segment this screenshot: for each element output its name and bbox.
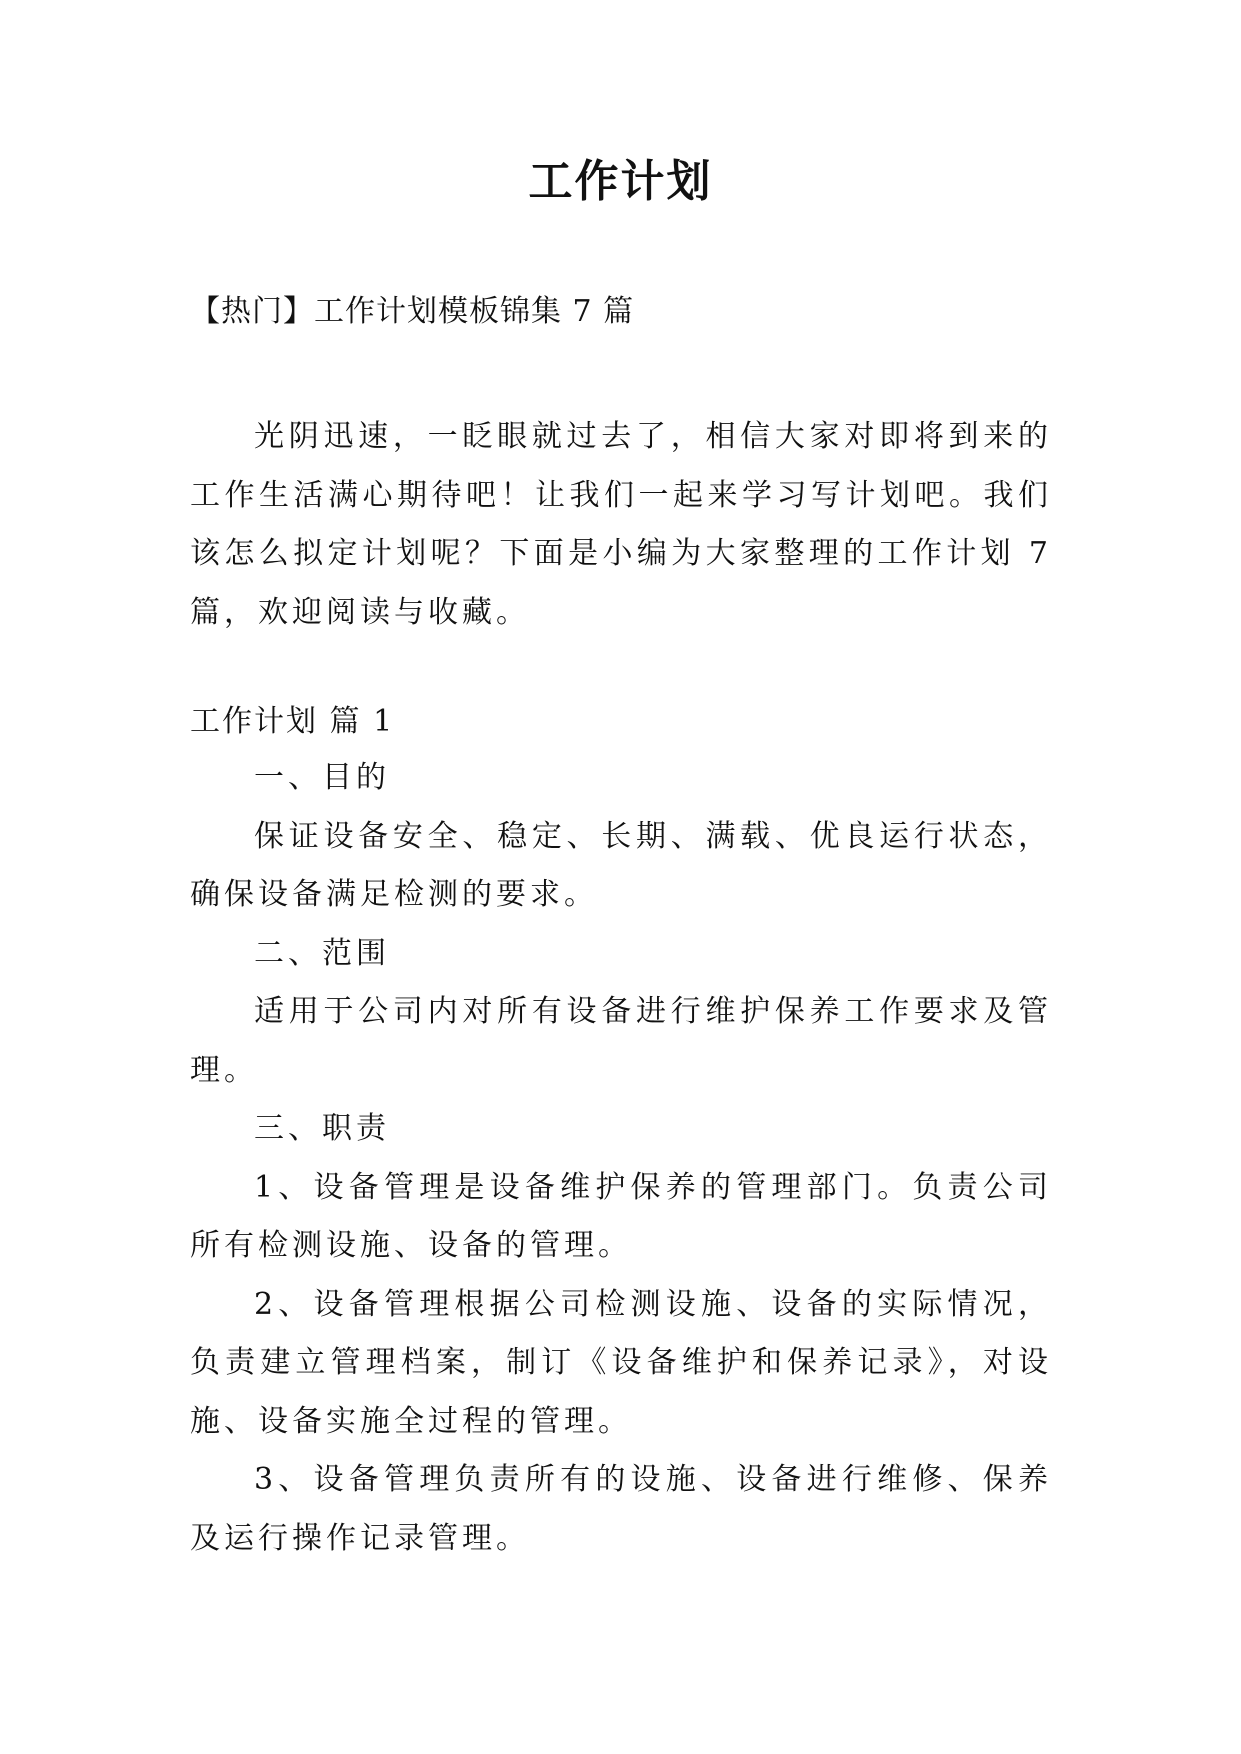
paragraph-responsibility-2: 2、设备管理根据公司检测设施、设备的实际情况，负责建立管理档案，制订《设备维护和保养记录》，对设施、设备实施全过程的管理。 (190, 1286, 1052, 1439)
paragraph-responsibility-3: 3、设备管理负责所有的设施、设备进行维修、保养及运行操作记录管理。 (190, 1462, 1052, 1556)
paragraph-purpose: 保证设备安全、稳定、长期、满载、优良运行状态，确保设备满足检测的要求。 (190, 818, 1052, 912)
heading-scope: 二、范围 (254, 935, 390, 971)
heading-responsibilities: 三、职责 (254, 1111, 390, 1146)
intro-paragraph: 光阴迅速，一眨眼就过去了，相信大家对即将到来的工作生活满心期待吧！让我们一起来学习写计划吧。我们该怎么拟定计划呢？下面是小编为大家整理的工作计划 7 篇，欢迎阅读与收藏。 (190, 419, 1052, 630)
heading-purpose: 一、目的 (254, 760, 390, 795)
paragraph-responsibility-1: 1、设备管理是设备维护保养的管理部门。负责公司所有检测设施、设备的管理。 (190, 1169, 1052, 1263)
section-body (190, 749, 1052, 1568)
document-title: 工作计划 (528, 156, 713, 207)
document-subtitle: 【热门】工作计划模板锦集 7 篇 (190, 294, 635, 329)
section-heading: 工作计划 篇 1 (190, 704, 395, 739)
paragraph-scope: 适用于公司内对所有设备进行维护保养工作要求及管理。 (190, 994, 1052, 1088)
